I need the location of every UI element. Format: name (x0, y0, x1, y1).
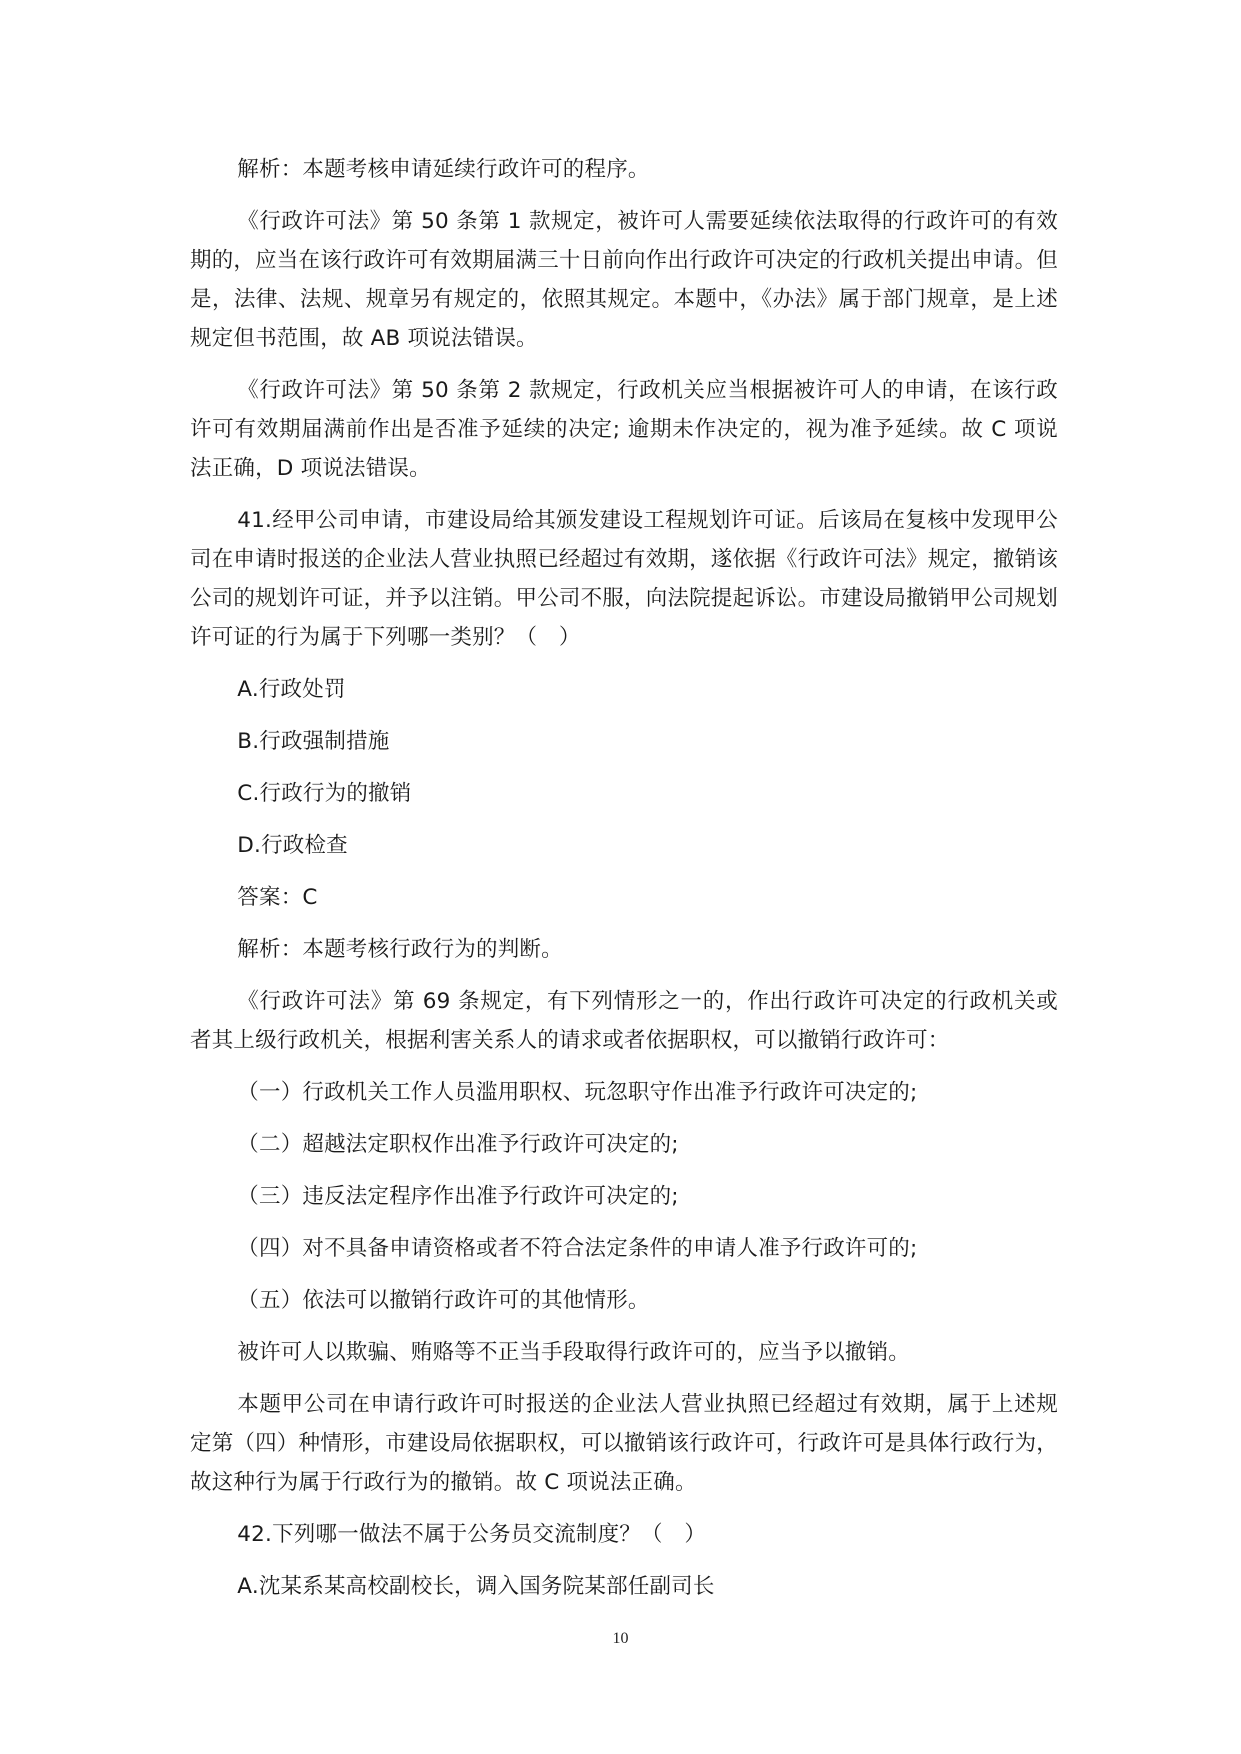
question-41-option-a: A.行政处罚 (237, 677, 346, 702)
analysis-conclusion-paragraph: 本题甲公司在申请行政许可时报送的企业法人营业执照已经超过有效期，属于上述规定第（四）种情形，市建设局依据职权，可以撤销该行政许可，行政许可是具体行政行为，故这种行为属于行政行为的撤销。故 C 项说法正确。 (190, 1392, 1059, 1495)
question-41-option-b: B.行政强制措施 (237, 729, 390, 754)
page-number: 10 (612, 1630, 629, 1647)
law-citation-paragraph: 《行政许可法》第 50 条第 2 款规定，行政机关应当根据被许可人的申请，在该行政许可有效期届满前作出是否准予延续的决定; 逾期未作决定的，视为准予延续。故 C 项说法正确，D 项说法错误。 (190, 378, 1058, 481)
question-41-stem: 41.经甲公司申请，市建设局给其颁发建设工程规划许可证。后该局在复核中发现甲公司在申请时报送的企业法人营业执照已经超过有效期，遂依据《行政许可法》规定，撤销该公司的规划许可证，并予以注销。甲公司不服，向法院提起诉讼。市建设局撤销甲公司规划许可证的行为属于下列哪一类别？（ ） (190, 508, 1059, 650)
law-list-item: （四）对不具备申请资格或者不符合法定条件的申请人准予行政许可的; (237, 1236, 918, 1261)
law-list-item: （二）超越法定职权作出准予行政许可决定的; (237, 1132, 679, 1157)
question-41-option-d: D.行政检查 (237, 833, 348, 858)
law-list-item: （五）依法可以撤销行政许可的其他情形。 (237, 1288, 650, 1313)
law-citation-paragraph: 《行政许可法》第 50 条第 1 款规定，被许可人需要延续依法取得的行政许可的有效期的，应当在该行政许可有效期届满三十日前向作出行政许可决定的行政机关提出申请。但是，法律、法规、规章另有规定的，依照其规定。本题中，《办法》属于部门规章，是上述规定但书范围，故 AB 项说法错误。 (190, 209, 1059, 351)
law-list-item: （三）违反法定程序作出准予行政许可决定的; (237, 1184, 679, 1209)
law-citation-paragraph: 被许可人以欺骗、贿赂等不正当手段取得行政许可的，应当予以撤销。 (237, 1340, 911, 1365)
question-42-stem: 42.下列哪一做法不属于公务员交流制度？（ ） (237, 1522, 707, 1547)
analysis-paragraph: 解析：本题考核申请延续行政许可的程序。 (237, 157, 650, 182)
analysis-paragraph: 解析：本题考核行政行为的判断。 (237, 937, 563, 962)
question-41-answer: 答案：C (237, 885, 318, 910)
question-41-option-c: C.行政行为的撤销 (237, 781, 412, 806)
law-citation-paragraph: 《行政许可法》第 69 条规定，有下列情形之一的，作出行政许可决定的行政机关或者其上级行政机关，根据利害关系人的请求或者依据职权，可以撤销行政许可： (190, 989, 1058, 1053)
document-body (190, 150, 1058, 1619)
law-list-item: （一）行政机关工作人员滥用职权、玩忽职守作出准予行政许可决定的; (237, 1080, 918, 1105)
question-42-option-a: A.沈某系某高校副校长，调入国务院某部任副司长 (237, 1574, 715, 1599)
